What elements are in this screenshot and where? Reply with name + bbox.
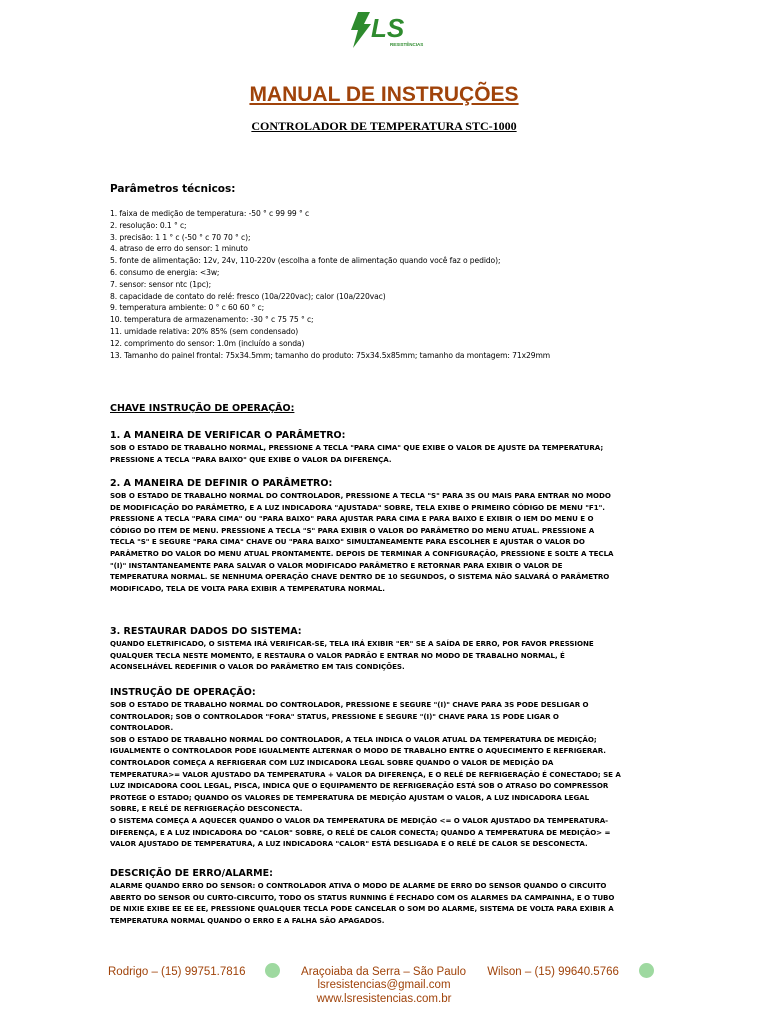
section-line: DE NIXIE EXIBE EE EE EE, PRESSIONE QUALQUER TECLA PODE CANCELAR O SOM DO ALARME, SISTEMA DE VOLTA PARA EXIBIR A <box>110 904 614 914</box>
footer-email[interactable]: lsresistencias@gmail.com <box>317 979 451 991</box>
section-line: "(I)" INSTANTANEAMENTE PARA SALVAR O VALOR MODIFICADO PARÂMETRO E RETORNAR PARA EXIBIR O VALOR DE <box>110 560 563 570</box>
params-heading: Parâmetros técnicos: <box>110 183 236 195</box>
section-line: VALOR AJUSTADO DE TEMPERATURA, A LUZ INDICADORA "CALOR" ESTÁ DESLIGADA E O RELÉ DE CALOR SE DESCONECTA. <box>110 839 588 849</box>
section-line: PROTEGE O ESTADO; QUANDO OS VALORES DE TEMPERATURA DE MEDIÇÃO AJUSTAM O VALOR, A LUZ INDICADORA LEGAL <box>110 792 590 802</box>
section-line: ACONSELHÁVEL REDEFINIR O VALOR DO PARÂMETRO EM TAIS CONDIÇÕES. <box>110 662 405 672</box>
param-item: 12. comprimento do sensor: 1.0m (incluído a sonda) <box>110 338 305 348</box>
param-item: 5. fonte de alimentação: 12v, 24v, 110-220v (escolha a fonte de alimentação quando você faz o pedido); <box>110 256 501 266</box>
section-verify-parameter <box>110 430 662 465</box>
section-line: SOB O ESTADO DE TRABALHO NORMAL, PRESSIONE A TECLA "PARA CIMA" QUE EXIBE O VALOR DE AJUSTE DA TEMPERATURA; <box>110 443 604 452</box>
section-line: CÓDIGO DO ITEM DE MENU. PRESSIONE A TECLA "S" PARA EXIBIR O VALOR DO PARÂMETRO DO MENU ATUAL. PRESSIONE A <box>110 525 595 535</box>
section-line: SOBRE, E RELÉ DE REFRIGERAÇÃO DESCONECTA. <box>110 804 303 814</box>
section-restore-data <box>110 626 662 673</box>
section-heading: 1. A MANEIRA DE VERIFICAR O PARÂMETRO: <box>110 430 346 441</box>
footer-contacts <box>108 963 672 978</box>
section-line: CONTROLADOR; SOB O CONTROLADOR "FORA" STATUS, PRESSIONE E SEGURE "(I)" CHAVE PARA 1S PODE LIGAR O <box>110 711 559 721</box>
document-title: MANUAL DE INSTRUÇÕES <box>249 83 519 106</box>
param-item: 9. temperatura ambiente: 0 ° c 60 60 ° c; <box>110 303 265 313</box>
section-line: SOB O ESTADO DE TRABALHO NORMAL DO CONTROLADOR, A TELA INDICA O VALOR ATUAL DA TEMPERATURA DE MEDIÇÃO; <box>110 734 597 744</box>
param-item: 13. Tamanho do painel frontal: 75x34.5mm; tamanho do produto: 75x34.5x85mm; tamanho da montagem: 71x29mm <box>110 350 551 360</box>
section-heading: 2. A MANEIRA DE DEFINIR O PARÂMETRO: <box>110 478 333 489</box>
section-line: IGUALMENTE O CONTROLADOR PODE IGUALMENTE ALTERNAR O MODO DE TRABALHO ENTRE O AQUECIMENTO E REFRIGERAR. <box>110 746 606 756</box>
section-line: DIFERENÇA, E A LUZ INDICADORA DO "CALOR" SOBRE, O RELÉ DE CALOR CONECTA; QUANDO A TEMPERATURA DE MEDIÇÃO> = <box>110 827 611 837</box>
section-line: ABERTO DO SENSOR OU CURTO-CIRCUITO, TODO OS STATUS RUNNING É FECHADO COM OS ALARMES DA CAMPAINHA, E O TUBO <box>110 892 615 902</box>
whatsapp-icon <box>265 963 280 978</box>
param-item: 11. umidade relativa: 20% 85% (sem condensado) <box>110 326 299 336</box>
section-line: PRESSIONE A TECLA "PARA CIMA" OU "PARA BAIXO" PARA AJUSTAR PARA CIMA E PARA BAIXO E EXIBIR O IEM DO MENU E O <box>110 514 594 524</box>
lightning-bolt-icon <box>351 12 371 48</box>
section-heading: DESCRIÇÃO DE ERRO/ALARME: <box>110 868 273 879</box>
footer-location: Araçoiaba da Serra – São Paulo <box>301 966 466 978</box>
param-item: 6. consumo de energia: <3w; <box>110 267 220 277</box>
whatsapp-icon <box>639 963 654 978</box>
section-line: TEMPERATURA>= VALOR AJUSTADO DA TEMPERATURA + VALOR DA DIFERENÇA, E O RELÉ DE REFRIGERAÇÃO É CONECTADO; SE A <box>110 769 621 779</box>
document-subtitle: CONTROLADOR DE TEMPERATURA STC-1000 <box>251 119 517 133</box>
section-operation <box>110 687 662 850</box>
section-line: PRESSIONE A TECLA "PARA BAIXO" QUE EXIBE O VALOR DA DIFERENÇA. <box>110 454 392 464</box>
logo-sub: RESISTÊNCIAS <box>390 42 424 47</box>
section-line: CONTROLADOR COMEÇA A REFRIGERAR COM LUZ INDICADORA LEGAL SOBRE QUANDO O VALOR DE MEDIÇÃO DA <box>110 757 554 767</box>
section-line: SOB O ESTADO DE TRABALHO NORMAL DO CONTROLADOR, PRESSIONE A TECLA "S" PARA 3S OU MAIS PARA ENTRAR NO MODO <box>110 491 611 500</box>
logo-brand: LS <box>371 13 405 43</box>
ls-logo <box>344 10 424 50</box>
params-list <box>110 208 550 361</box>
param-item: 4. atraso de erro do sensor: 1 minuto <box>110 244 248 254</box>
section-line: TEMPERATURA NORMAL. SE NENHUMA OPERAÇÃO CHAVE DENTRO DE 10 SEGUNDOS, O SISTEMA NÃO SALVARÁ O PARÂMETRO <box>110 572 610 582</box>
param-item: 7. sensor: sensor ntc (1pc); <box>110 279 212 289</box>
section-heading: INSTRUÇÃO DE OPERAÇÃO: <box>110 687 256 698</box>
section-line: ALARME QUANDO ERRO DO SENSOR: O CONTROLADOR ATIVA O MODO DE ALARME DE ERRO DO SENSOR QUANDO O CIRCUITO <box>110 881 607 890</box>
section-line: QUANDO ELETRIFICADO, O SISTEMA IRÁ VERIFICAR-SE, TELA IRÁ EXIBIR "ER" SE A SAÍDA DE ERRO, POR FAVOR PRESSIONE <box>110 639 594 648</box>
section-line: LUZ INDICADORA COOL LEGAL, PISCA, INDICA QUE O EQUIPAMENTO DE REFRIGERAÇÃO ESTÁ SOB O ATRASO DO COMPRESSOR <box>110 781 609 791</box>
section-error-alarm <box>110 868 662 926</box>
section-line: TECLA "S" E SEGURE "PARA CIMA" CHAVE OU "PARA BAIXO" SIMULTANEAMENTE PARA ESCOLHER E AJUSTAR O VALOR DO <box>110 537 585 547</box>
section-line: O SISTEMA COMEÇA A AQUECER QUANDO O VALOR DA TEMPERATURA DE MEDIÇÃO <= O VALOR AJUSTADO DA TEMPERATURA- <box>110 815 609 825</box>
section-line: SOB O ESTADO DE TRABALHO NORMAL DO CONTROLADOR, PRESSIONE E SEGURE "(I)" CHAVE PARA 3S PODE DESLIGAR O <box>110 700 589 709</box>
param-item: 3. precisão: 1 1 ° c (-50 ° c 70 70 ° c); <box>110 232 251 242</box>
section-line: QUALQUER TECLA NESTE MOMENTO, E RESTAURA O VALOR PADRÃO E ENTRAR NO MODO DE TRABALHO NORMAL, É <box>110 650 565 660</box>
section-line: TEMPERATURA NORMAL QUANDO O ERRO E A FALHA SÃO APAGADOS. <box>110 915 385 925</box>
param-item: 10. temperatura de armazenamento: -30 ° c 75 75 ° c; <box>110 315 314 325</box>
param-item: 8. capacidade de contato do relé: fresco (10a/220vac); calor (10a/220vac) <box>110 291 386 301</box>
section-line: CONTROLADOR. <box>110 723 174 733</box>
footer-website[interactable]: www.lsresistencias.com.br <box>316 993 452 1005</box>
param-item: 1. faixa de medição de temperatura: -50 ° c 99 99 ° c <box>110 209 310 218</box>
section-line: PARÂMETRO DO VALOR DO MENU ATUAL PRONTAMENTE. DEPOIS DE TERMINAR A CONFIGURAÇÃO, PRESSIONE E SOLTE A TECLA <box>110 548 614 558</box>
operation-key-heading: CHAVE INSTRUÇÃO DE OPERAÇÃO: <box>110 403 295 414</box>
contact-wilson: Wilson – (15) 99640.5766 <box>487 966 654 978</box>
section-heading: 3. RESTAURAR DADOS DO SISTEMA: <box>110 626 302 637</box>
section-line: MODIFICADO, TELA DE VOLTA PARA EXIBIR A TEMPERATURA NORMAL. <box>110 583 385 593</box>
contact-rodrigo: Rodrigo – (15) 99751.7816 <box>108 966 280 978</box>
section-define-parameter <box>110 478 662 594</box>
section-line: DE MODIFICAÇÃO DO PARÂMETRO, E A LUZ INDICADORA "AJUSTADA" SOBRE, TELA EXIBE O PRIMEIRO CÓDIGO DE MENU "F1". <box>110 502 605 512</box>
param-item: 2. resolução: 0.1 ° c; <box>110 220 187 230</box>
